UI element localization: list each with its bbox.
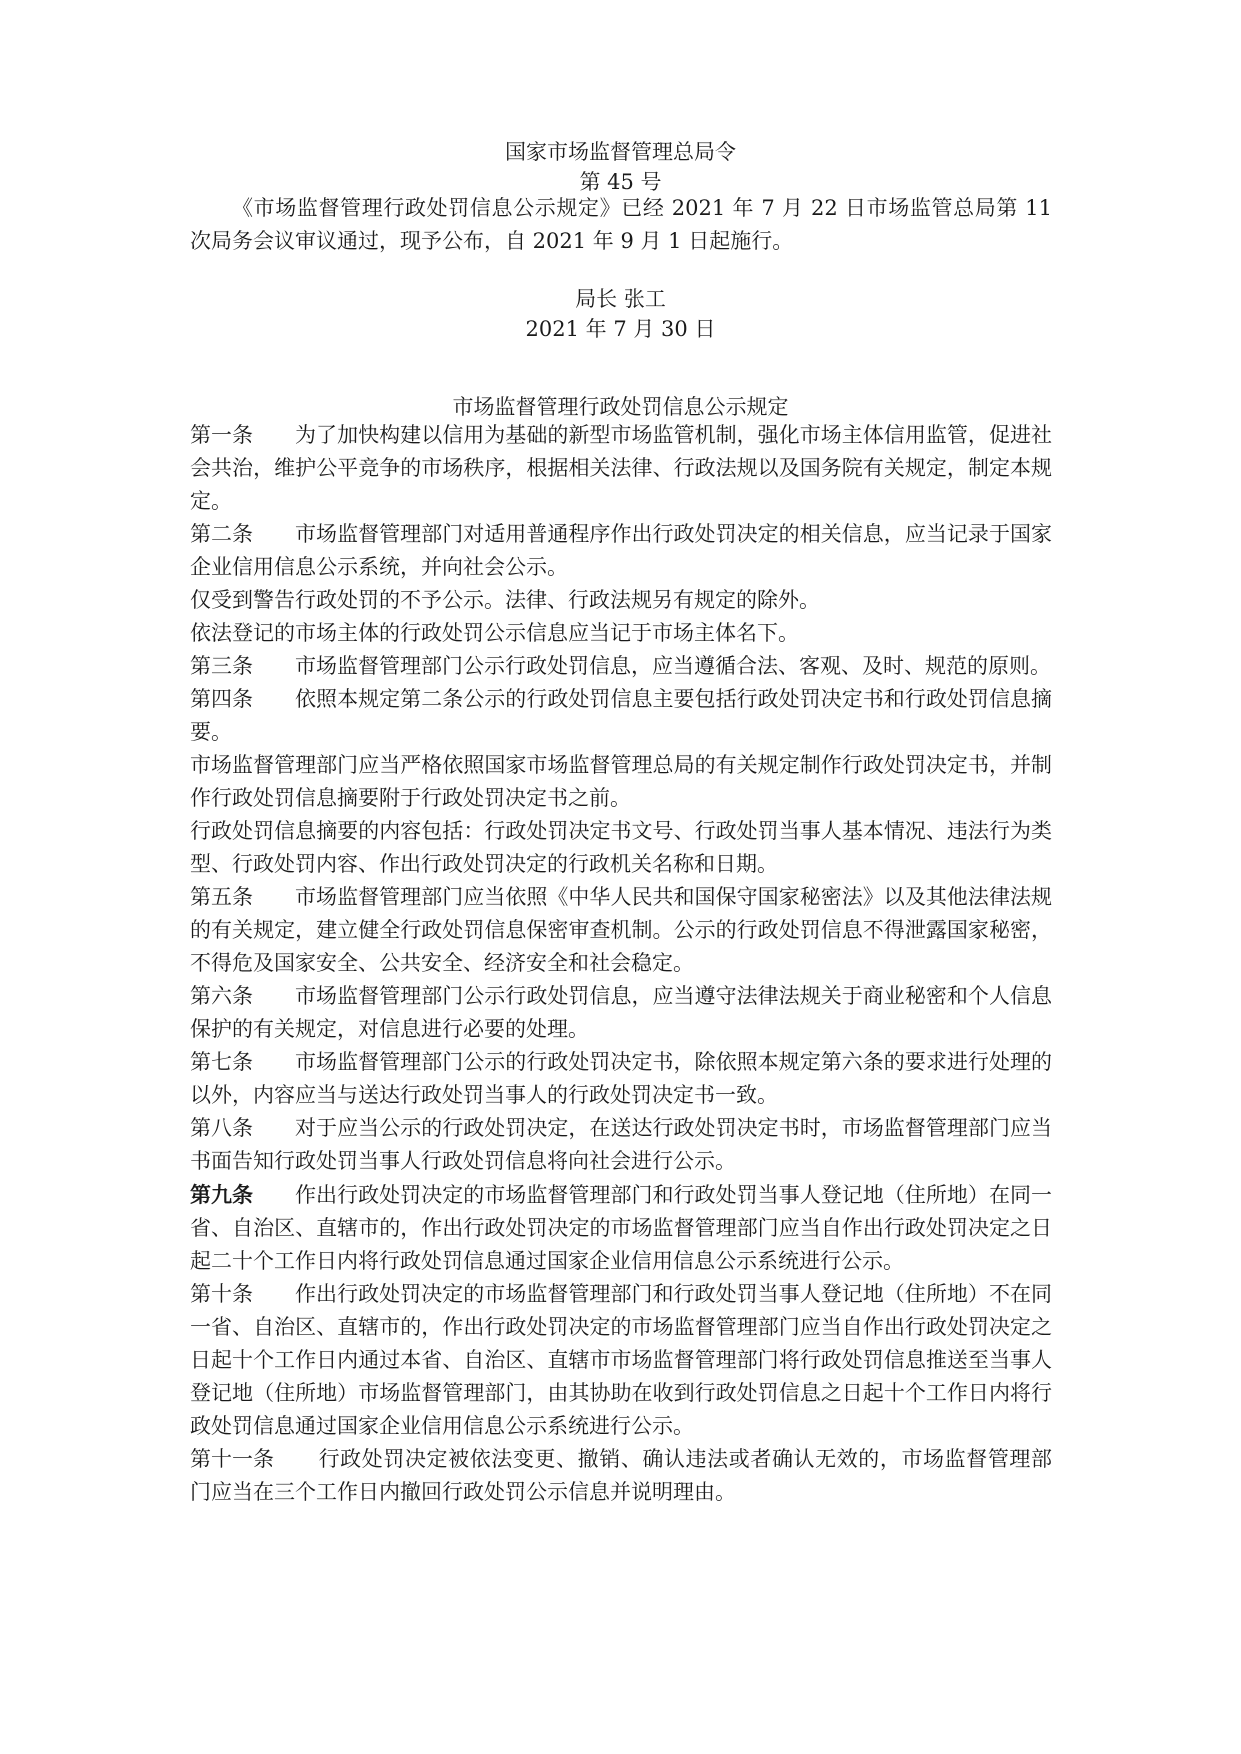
article-text: 市场监督管理部门公示行政处罚信息，应当遵循合法、客观、及时、规范的原则。 xyxy=(295,654,1051,678)
article-label: 第八条 xyxy=(190,1116,253,1140)
article-3 xyxy=(190,650,1052,683)
order-number: 第 45 号 xyxy=(579,170,662,194)
article-10 xyxy=(190,1278,1052,1443)
article-label: 第六条 xyxy=(190,984,253,1008)
article-text: 市场监督管理部门应当依照《中华人民共和国保守国家秘密法》以及其他法律法规的有关规定，建立健全行政处罚信息保密审查机制。公示的行政处罚信息不得泄露国家秘密，不得危及国家安全、公共安全、经济安全和社会稳定。 xyxy=(190,885,1052,975)
article-5 xyxy=(190,881,1052,980)
article-7 xyxy=(190,1046,1052,1112)
article-text: 对于应当公示的行政处罚决定，在送达行政处罚决定书时，市场监督管理部门应当书面告知行政处罚当事人行政处罚信息将向社会进行公示。 xyxy=(190,1116,1052,1173)
article-text: 作出行政处罚决定的市场监督管理部门和行政处罚当事人登记地（住所地）不在同一省、自治区、直辖市的，作出行政处罚决定的市场监督管理部门应当自作出行政处罚决定之日起十个工作日内通过本省、自治区、直辖市市场监督管理部门将行政处罚信息推送至当事人登记地（住所地）市场监督管理部门，由其协助在收到行政处罚信息之日起十个工作日内将行政处罚信息通过国家企业信用信息公示系统进行公示。 xyxy=(190,1282,1052,1438)
article-2-clause-2: 仅受到警告行政处罚的不予公示。法律、行政法规另有规定的除外。 xyxy=(190,588,820,612)
article-label: 第十条 xyxy=(190,1282,253,1306)
article-2-clause-3: 依法登记的市场主体的行政处罚公示信息应当记于市场主体名下。 xyxy=(190,621,799,645)
article-text: 行政处罚决定被依法变更、撤销、确认违法或者确认无效的，市场监督管理部门应当在三个工作日内撤回行政处罚公示信息并说明理由。 xyxy=(190,1447,1052,1504)
article-8 xyxy=(190,1112,1052,1178)
article-4 xyxy=(190,683,1052,749)
article-label: 第五条 xyxy=(190,885,253,909)
article-2 xyxy=(190,518,1052,584)
article-text: 市场监督管理部门公示的行政处罚决定书，除依照本规定第六条的要求进行处理的以外，内容应当与送达行政处罚当事人的行政处罚决定书一致。 xyxy=(190,1050,1052,1107)
article-label: 第九条 xyxy=(190,1182,253,1207)
article-4-clause-2: 市场监督管理部门应当严格依照国家市场监督管理总局的有关规定制作行政处罚决定书，并制作行政处罚信息摘要附于行政处罚决定书之前。 xyxy=(190,753,1052,810)
article-9 xyxy=(190,1178,1052,1278)
intro-block xyxy=(190,192,1052,258)
article-label: 第三条 xyxy=(190,654,253,678)
article-6 xyxy=(190,980,1052,1046)
article-text: 市场监督管理部门公示行政处罚信息，应当遵守法律法规关于商业秘密和个人信息保护的有关规定，对信息进行必要的处理。 xyxy=(190,984,1052,1041)
regulation-body xyxy=(190,419,1052,1509)
agency-order-heading: 国家市场监督管理总局令 xyxy=(505,140,736,164)
article-label: 第十一条 xyxy=(190,1447,274,1471)
article-text: 作出行政处罚决定的市场监督管理部门和行政处罚当事人登记地（住所地）在同一省、自治区、直辖市的，作出行政处罚决定的市场监督管理部门应当自作出行政处罚决定之日起二十个工作日内将行政处罚信息通过国家企业信用信息公示系统进行公示。 xyxy=(190,1183,1052,1273)
article-label: 第一条 xyxy=(190,423,253,447)
article-label: 第七条 xyxy=(190,1050,253,1074)
article-label: 第四条 xyxy=(190,687,253,711)
article-text: 市场监督管理部门对适用普通程序作出行政处罚决定的相关信息，应当记录于国家企业信用信息公示系统，并向社会公示。 xyxy=(190,522,1052,579)
intro-paragraph: 《市场监督管理行政处罚信息公示规定》已经 2021 年 7 月 22 日市场监管总局第 11 次局务会议审议通过，现予公布，自 2021 年 9 月 1 日起施行。 xyxy=(190,196,1052,253)
article-1 xyxy=(190,419,1052,518)
article-text: 为了加快构建以信用为基础的新型市场监管机制，强化市场主体信用监管，促进社会共治，维护公平竞争的市场秩序，根据相关法律、行政法规以及国务院有关规定，制定本规定。 xyxy=(190,423,1052,513)
article-text: 依照本规定第二条公示的行政处罚信息主要包括行政处罚决定书和行政处罚信息摘要。 xyxy=(190,687,1052,744)
regulation-title: 市场监督管理行政处罚信息公示规定 xyxy=(452,395,789,419)
signing-date: 2021 年 7 月 30 日 xyxy=(525,317,716,341)
article-label: 第二条 xyxy=(190,522,253,546)
article-11 xyxy=(190,1443,1052,1509)
article-4-clause-3: 行政处罚信息摘要的内容包括：行政处罚决定书文号、行政处罚当事人基本情况、违法行为类型、行政处罚内容、作出行政处罚决定的行政机关名称和日期。 xyxy=(190,819,1052,876)
signatory: 局长 张工 xyxy=(575,287,666,311)
